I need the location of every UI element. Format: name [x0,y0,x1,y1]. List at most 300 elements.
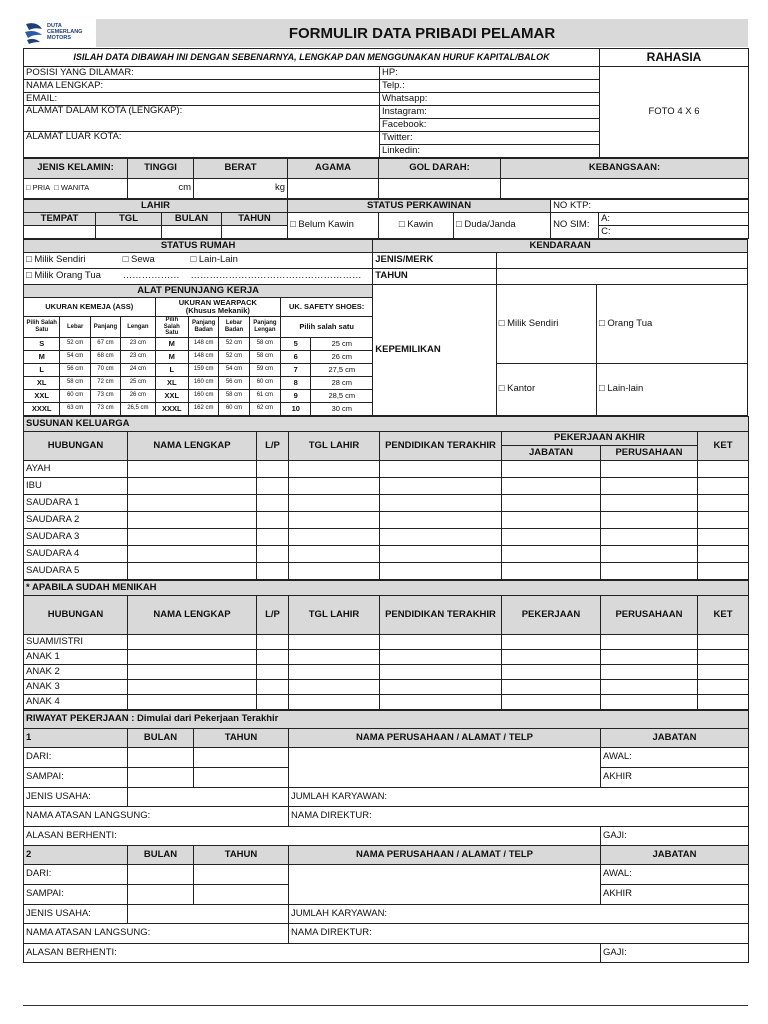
dcm-logo-icon [23,21,45,45]
menikah-row[interactable] [24,634,749,649]
wearpack-lebar[interactable]: 58 cm [219,389,249,402]
dari-bulan-field[interactable] [128,864,194,884]
keluarga-cell[interactable] [289,477,380,494]
kawin-checkbox[interactable]: □ Kawin [379,213,454,239]
instagram-field[interactable]: Instagram: [380,106,600,119]
wearpack-panjang[interactable]: 160 cm [188,389,218,402]
keluarga-cell[interactable] [380,511,502,528]
keluarga-row[interactable] [24,494,749,511]
riwayat-table [23,710,749,963]
keluarga-cell[interactable] [601,562,698,579]
kemeja-size[interactable]: M [24,350,60,363]
wearpack-lengan[interactable]: 59 cm [249,363,280,376]
kemeja-lengan[interactable]: 26 cm [121,389,155,402]
menikah-cell[interactable] [698,694,749,709]
menikah-perusahaan-col: PERUSAHAAN [601,595,698,634]
wearpack-panjang[interactable]: 162 cm [188,402,218,415]
keluarga-cell[interactable] [128,511,257,528]
keluarga-cell[interactable] [289,545,380,562]
menikah-cell[interactable] [128,649,257,664]
kebangsaan-field[interactable] [501,179,749,199]
menikah-cell[interactable] [502,679,601,694]
menikah-cell[interactable] [289,679,380,694]
identity-table [23,158,749,199]
keluarga-table [23,416,749,580]
tahun-field[interactable] [222,226,288,239]
keluarga-cell[interactable] [601,528,698,545]
sim-a-field[interactable]: A: [599,213,749,226]
keluarga-cell[interactable] [128,562,257,579]
menikah-cell[interactable] [257,634,289,649]
menikah-ket-col: KET [698,595,749,634]
menikah-table [23,580,749,710]
ket-col: KET [698,431,749,460]
riwayat-header: RIWAYAT PEKERJAAN : Dimulai dari Pekerjaan Terakhir [24,710,749,728]
riwayat-entry-number: 2 [24,845,128,864]
linkedin-field[interactable]: Linkedin: [380,145,600,158]
kemeja-size[interactable]: L [24,363,60,376]
wearpack-panjang-col: Panjang Badan [188,317,218,338]
company-logo [23,18,96,48]
menikah-cell[interactable] [257,679,289,694]
menikah-cell[interactable] [502,649,601,664]
riwayat-jabatan-col: JABATAN [601,845,749,864]
keluarga-cell[interactable] [289,494,380,511]
kemeja-lebar[interactable]: 63 cm [60,402,90,415]
menikah-cell[interactable] [380,664,502,679]
keluarga-hubungan: SAUDARA 2 [24,511,128,528]
menikah-cell[interactable] [289,664,380,679]
keluarga-cell[interactable] [502,477,601,494]
instruction-text: ISILAH DATA DIBAWAH INI DENGAN SEBENARNYA, LENGKAP DAN MENGGUNAKAN HURUF KAPITAL/BALOK [24,49,600,67]
dari-tahun-field[interactable] [194,747,289,767]
riwayat-atasan-row[interactable] [24,806,749,826]
menikah-cell[interactable] [257,694,289,709]
riwayat-usaha-row[interactable] [24,787,749,806]
keluarga-cell[interactable] [698,545,749,562]
awal-field[interactable]: AWAL: [601,747,749,767]
kemeja-lengan[interactable]: 25 cm [121,376,155,389]
gaji-field[interactable]: GAJI: [601,943,749,962]
dari-tahun-field[interactable] [194,864,289,884]
riwayat-perusahaan-col: NAMA PERUSAHAAN / ALAMAT / TELP [289,728,601,747]
jenis-kelamin-header: JENIS KELAMIN: [24,159,128,179]
keluarga-cell[interactable] [289,511,380,528]
menikah-cell[interactable] [128,634,257,649]
sewa-checkbox[interactable]: □ Sewa [121,253,189,269]
keluarga-cell[interactable] [128,477,257,494]
keluarga-cell[interactable] [289,562,380,579]
keluarga-cell[interactable] [698,511,749,528]
keluarga-cell[interactable] [502,460,601,477]
keluarga-cell[interactable] [257,460,289,477]
nama-lengkap-col: NAMA LENGKAP [128,431,257,460]
sim-c-field[interactable]: C: [599,226,749,239]
keluarga-cell[interactable] [502,545,601,562]
keluarga-hubungan: SAUDARA 3 [24,528,128,545]
menikah-cell[interactable] [128,664,257,679]
kemeja-panjang[interactable]: 72 cm [90,376,120,389]
shoes-header: UK. SAFETY SHOES: [281,298,373,317]
shoes-size[interactable]: 6 [281,350,311,363]
keluarga-cell[interactable] [698,477,749,494]
shoes-size[interactable]: 9 [281,389,311,402]
keluarga-row[interactable] [24,511,749,528]
wearpack-subtitle: (Khusus Mekanik) [185,306,250,315]
alasan-berhenti-field[interactable]: ALASAN BERHENTI: [24,826,601,845]
kepemilikan-label: KEPEMILIKAN [373,285,497,416]
wearpack-lengan[interactable]: 61 cm [249,389,280,402]
milik-orang-tua-checkbox[interactable]: □ Milik Orang Tua [24,269,121,285]
wearpack-size[interactable]: L [155,363,188,376]
pendidikan-col: PENDIDIKAN TERAKHIR [380,431,502,460]
shoes-cm[interactable]: 30 cm [311,402,373,415]
agama-header: AGAMA [288,159,379,179]
personal-data-table [23,48,749,158]
shoes-cm[interactable]: 27,5 cm [311,363,373,376]
photo-box: FOTO 4 X 6 [600,67,749,158]
direktur-field[interactable]: NAMA DIREKTUR: [289,923,749,943]
keluarga-cell[interactable] [128,545,257,562]
rahasia-label: RAHASIA [600,49,749,67]
wearpack-size[interactable]: XXL [155,389,188,402]
riwayat-dari-row[interactable] [24,747,749,767]
twitter-field[interactable]: Twitter: [380,132,600,145]
tgl-header: TGL [96,213,162,226]
menikah-cell[interactable] [128,694,257,709]
ktp-field[interactable]: NO KTP: [551,200,749,213]
keluarga-cell[interactable] [380,562,502,579]
tahun-header: TAHUN [222,213,288,226]
riwayat-entry-header [24,845,749,864]
gaji-field[interactable]: GAJI: [601,826,749,845]
posisi-field[interactable]: POSISI YANG DILAMAR: [24,67,380,80]
riwayat-usaha-row[interactable] [24,904,749,923]
keluarga-cell[interactable] [698,460,749,477]
keluarga-cell[interactable] [128,528,257,545]
keluarga-cell[interactable] [257,562,289,579]
wearpack-size[interactable]: XL [155,376,188,389]
keluarga-cell[interactable] [502,562,601,579]
keluarga-cell[interactable] [380,528,502,545]
menikah-row[interactable] [24,649,749,664]
belum-kawin-checkbox[interactable]: □ Belum Kawin [288,213,379,239]
rumah-kendaraan-table [23,239,748,416]
menikah-cell[interactable] [257,664,289,679]
wearpack-lengan[interactable]: 60 cm [249,376,280,389]
kemeja-panjang[interactable]: 68 cm [90,350,120,363]
keluarga-cell[interactable] [698,562,749,579]
keluarga-cell[interactable] [601,545,698,562]
riwayat-bulan-col: BULAN [128,728,194,747]
kemeja-panjang[interactable]: 67 cm [90,337,120,350]
gol-darah-field[interactable] [379,179,501,199]
menikah-cell[interactable] [698,634,749,649]
keluarga-cell[interactable] [601,477,698,494]
kemeja-size[interactable]: XXXL [24,402,60,415]
menikah-pendidikan-col: PENDIDIKAN TERAKHIR [380,595,502,634]
menikah-cell[interactable] [601,664,698,679]
facebook-field[interactable]: Facebook: [380,119,600,132]
kemeja-panjang[interactable]: 73 cm [90,402,120,415]
dari-bulan-field[interactable] [128,747,194,767]
duda-janda-checkbox[interactable]: □ Duda/Janda [454,213,551,239]
lain-lain-checkbox[interactable]: □ Lain-Lain [188,253,372,269]
shoes-size[interactable]: 7 [281,363,311,376]
wearpack-pilih-col: Pilih Salah Satu [155,317,188,338]
menikah-row[interactable] [24,679,749,694]
menikah-cell[interactable] [289,649,380,664]
riwayat-dari-row[interactable] [24,864,749,884]
telp-field[interactable]: Telp.: [380,80,600,93]
kemeja-lebar-col: Lebar [60,317,90,338]
tempat-header: TEMPAT [24,213,96,226]
jenis-usaha-label: JENIS USAHA: [24,787,128,806]
status-rumah-header: STATUS RUMAH [24,240,373,253]
wearpack-panjang[interactable]: 160 cm [188,376,218,389]
awal-field[interactable]: AWAL: [601,864,749,884]
shoes-cm[interactable]: 28 cm [311,376,373,389]
tgl-field[interactable] [96,226,162,239]
perusahaan-field[interactable] [289,864,601,904]
menikah-cell[interactable] [698,664,749,679]
menikah-pekerjaan-col: PEKERJAAN [502,595,601,634]
jenis-usaha-field[interactable] [128,787,289,806]
menikah-row[interactable] [24,664,749,679]
hubungan-col: HUBUNGAN [24,431,128,460]
sampai-bulan-field[interactable] [128,884,194,904]
kemeja-pilih-col: Pilih Salah Satu [24,317,60,338]
wearpack-lengan[interactable]: 62 cm [249,402,280,415]
kemeja-panjang[interactable]: 70 cm [90,363,120,376]
keluarga-cell[interactable] [257,494,289,511]
shoes-size[interactable]: 10 [281,402,311,415]
kemeja-lebar[interactable]: 52 cm [60,337,90,350]
keluarga-cell[interactable] [257,528,289,545]
akhir-field[interactable]: AKHIR [601,884,749,904]
keluarga-cell[interactable] [257,477,289,494]
riwayat-alasan-row[interactable] [24,943,749,962]
keluarga-cell[interactable] [601,460,698,477]
berat-header: BERAT [194,159,288,179]
atasan-field[interactable]: NAMA ATASAN LANGSUNG: [24,923,289,943]
keluarga-cell[interactable] [601,511,698,528]
nama-field[interactable]: NAMA LENGKAP: [24,80,380,93]
keluarga-cell[interactable] [380,545,502,562]
menikah-cell[interactable] [380,649,502,664]
kemeja-lengan[interactable]: 23 cm [121,350,155,363]
keluarga-row[interactable] [24,562,749,579]
berat-field[interactable]: kg [194,179,288,199]
atasan-field[interactable]: NAMA ATASAN LANGSUNG: [24,806,289,826]
keluarga-row[interactable] [24,477,749,494]
kendaraan-lain-lain-checkbox[interactable]: □ Lain-lain [597,363,748,415]
form-page [23,18,748,963]
wearpack-title: UKURAN WEARPACK [178,298,257,308]
wearpack-size[interactable]: XXXL [155,402,188,415]
sampai-label: SAMPAI: [24,884,128,904]
riwayat-alasan-row[interactable] [24,826,749,845]
shoes-size[interactable]: 5 [281,337,311,350]
email-field[interactable]: EMAIL: [24,93,380,106]
status-perkawinan-header: STATUS PERKAWINAN [288,200,551,213]
shoes-cm[interactable]: 28,5 cm [311,389,373,402]
menikah-tgl-col: TGL LAHIR [289,595,380,634]
kemeja-lengan[interactable]: 26,5 cm [121,402,155,415]
wearpack-lebar[interactable]: 52 cm [219,350,249,363]
keluarga-cell[interactable] [128,494,257,511]
kemeja-panjang[interactable]: 73 cm [90,389,120,402]
agama-field[interactable] [288,179,379,199]
shoes-pilih-col: Pilih salah satu [281,317,373,338]
kemeja-lengan[interactable]: 24 cm [121,363,155,376]
menikah-cell[interactable] [380,679,502,694]
keluarga-cell[interactable] [502,528,601,545]
wearpack-lebar[interactable]: 60 cm [219,402,249,415]
kemeja-lebar[interactable]: 54 cm [60,350,90,363]
tempat-field[interactable] [24,226,96,239]
kemeja-size[interactable]: XXL [24,389,60,402]
menikah-hubungan: ANAK 4 [24,694,128,709]
menikah-cell[interactable] [128,679,257,694]
tahun-kendaraan-field[interactable] [496,269,747,285]
keluarga-cell[interactable] [698,528,749,545]
jenis-merk-field[interactable] [496,253,747,269]
kemeja-size[interactable]: XL [24,376,60,389]
alasan-berhenti-field[interactable]: ALASAN BERHENTI: [24,943,601,962]
keluarga-row[interactable] [24,545,749,562]
alamat-luar-field[interactable]: ALAMAT LUAR KOTA: [24,132,380,158]
keluarga-cell[interactable] [128,460,257,477]
sim-label: NO SIM: [551,213,599,239]
wearpack-lengan[interactable]: 58 cm [249,337,280,350]
rumah-other-line2[interactable]: ……………………………………………… [188,269,372,285]
shoes-cm[interactable]: 25 cm [311,337,373,350]
kemeja-size[interactable]: S [24,337,60,350]
menikah-cell[interactable] [698,679,749,694]
menikah-cell[interactable] [502,694,601,709]
jumlah-karyawan-field[interactable]: JUMLAH KARYAWAN: [289,904,749,923]
wearpack-header [155,298,281,317]
rumah-other-line1[interactable]: ……………… [121,269,189,285]
keluarga-cell[interactable] [257,511,289,528]
menikah-cell[interactable] [601,649,698,664]
milik-sendiri-checkbox[interactable]: □ Milik Sendiri [24,253,121,269]
riwayat-perusahaan-col: NAMA PERUSAHAAN / ALAMAT / TELP [289,845,601,864]
jenis-usaha-field[interactable] [128,904,289,923]
wearpack-panjang[interactable]: 159 cm [188,363,218,376]
keluarga-row[interactable] [24,460,749,477]
jumlah-karyawan-field[interactable]: JUMLAH KARYAWAN: [289,787,749,806]
wearpack-lebar[interactable]: 56 cm [219,376,249,389]
menikah-cell[interactable] [502,634,601,649]
menikah-cell[interactable] [601,634,698,649]
menikah-hubungan: SUAMI/ISTRI [24,634,128,649]
menikah-cell[interactable] [289,634,380,649]
alamat-dalam-field[interactable]: ALAMAT DALAM KOTA (LENGKAP): [24,106,380,132]
kemeja-lebar[interactable]: 56 cm [60,363,90,376]
kemeja-lengan[interactable]: 23 cm [121,337,155,350]
menikah-row[interactable] [24,694,749,709]
pria-checkbox[interactable]: □ PRIA [26,183,51,193]
kendaraan-kantor-checkbox[interactable]: □ Kantor [496,363,596,415]
kebangsaan-header: KEBANGSAAN: [501,159,749,179]
tinggi-field[interactable]: cm [128,179,194,199]
menikah-cell[interactable] [698,649,749,664]
menikah-lp-col: L/P [257,595,289,634]
keluarga-cell[interactable] [380,460,502,477]
wearpack-lebar[interactable]: 52 cm [219,337,249,350]
keluarga-cell[interactable] [502,494,601,511]
keluarga-row[interactable] [24,528,749,545]
riwayat-tahun-col: TAHUN [194,728,289,747]
keluarga-cell[interactable] [502,511,601,528]
menikah-cell[interactable] [502,664,601,679]
keluarga-hubungan: SAUDARA 4 [24,545,128,562]
wearpack-panjang[interactable]: 148 cm [188,337,218,350]
logo-text-line1: DUTA [47,23,62,30]
shoes-size[interactable]: 8 [281,376,311,389]
riwayat-entry-header [24,728,749,747]
keluarga-cell[interactable] [601,494,698,511]
wearpack-size[interactable]: M [155,350,188,363]
whatsapp-field[interactable]: Whatsapp: [380,93,600,106]
lp-col: L/P [257,431,289,460]
wearpack-lebar[interactable]: 54 cm [219,363,249,376]
keluarga-cell[interactable] [289,460,380,477]
keluarga-cell[interactable] [257,545,289,562]
riwayat-atasan-row[interactable] [24,923,749,943]
form-title: FORMULIR DATA PRIBADI PELAMAR [96,19,748,47]
menikah-cell[interactable] [601,679,698,694]
keluarga-cell[interactable] [380,477,502,494]
akhir-field[interactable]: AKHIR [601,767,749,787]
alat-header: ALAT PENUNJANG KERJA [24,285,373,298]
dari-label: DARI: [24,747,128,767]
kemeja-panjang-col: Panjang [90,317,120,338]
bulan-field[interactable] [162,226,222,239]
kendaraan-milik-sendiri-checkbox[interactable]: □ Milik Sendiri [496,285,596,364]
hp-field[interactable]: HP: [380,67,600,80]
gender-options[interactable] [24,179,128,199]
keluarga-cell[interactable] [380,494,502,511]
wearpack-lengan[interactable]: 58 cm [249,350,280,363]
sampai-tahun-field[interactable] [194,767,289,787]
sampai-bulan-field[interactable] [128,767,194,787]
kendaraan-orang-tua-checkbox[interactable]: □ Orang Tua [597,285,748,364]
keluarga-cell[interactable] [698,494,749,511]
riwayat-bulan-col: BULAN [128,845,194,864]
menikah-cell[interactable] [289,694,380,709]
shoes-cm[interactable]: 26 cm [311,350,373,363]
direktur-field[interactable]: NAMA DIREKTUR: [289,806,749,826]
menikah-cell[interactable] [380,634,502,649]
wearpack-size[interactable]: M [155,337,188,350]
keluarga-hubungan: SAUDARA 5 [24,562,128,579]
sampai-tahun-field[interactable] [194,884,289,904]
menikah-cell[interactable] [257,649,289,664]
wanita-checkbox[interactable]: □ WANITA [54,183,90,193]
perusahaan-field[interactable] [289,747,601,787]
wearpack-panjang[interactable]: 148 cm [188,350,218,363]
kemeja-lebar[interactable]: 58 cm [60,376,90,389]
menikah-cell[interactable] [601,694,698,709]
jabatan-col: JABATAN [502,445,601,460]
menikah-header: * APABILA SUDAH MENIKAH [24,580,749,595]
menikah-cell[interactable] [380,694,502,709]
keluarga-cell[interactable] [289,528,380,545]
kemeja-lebar[interactable]: 60 cm [60,389,90,402]
